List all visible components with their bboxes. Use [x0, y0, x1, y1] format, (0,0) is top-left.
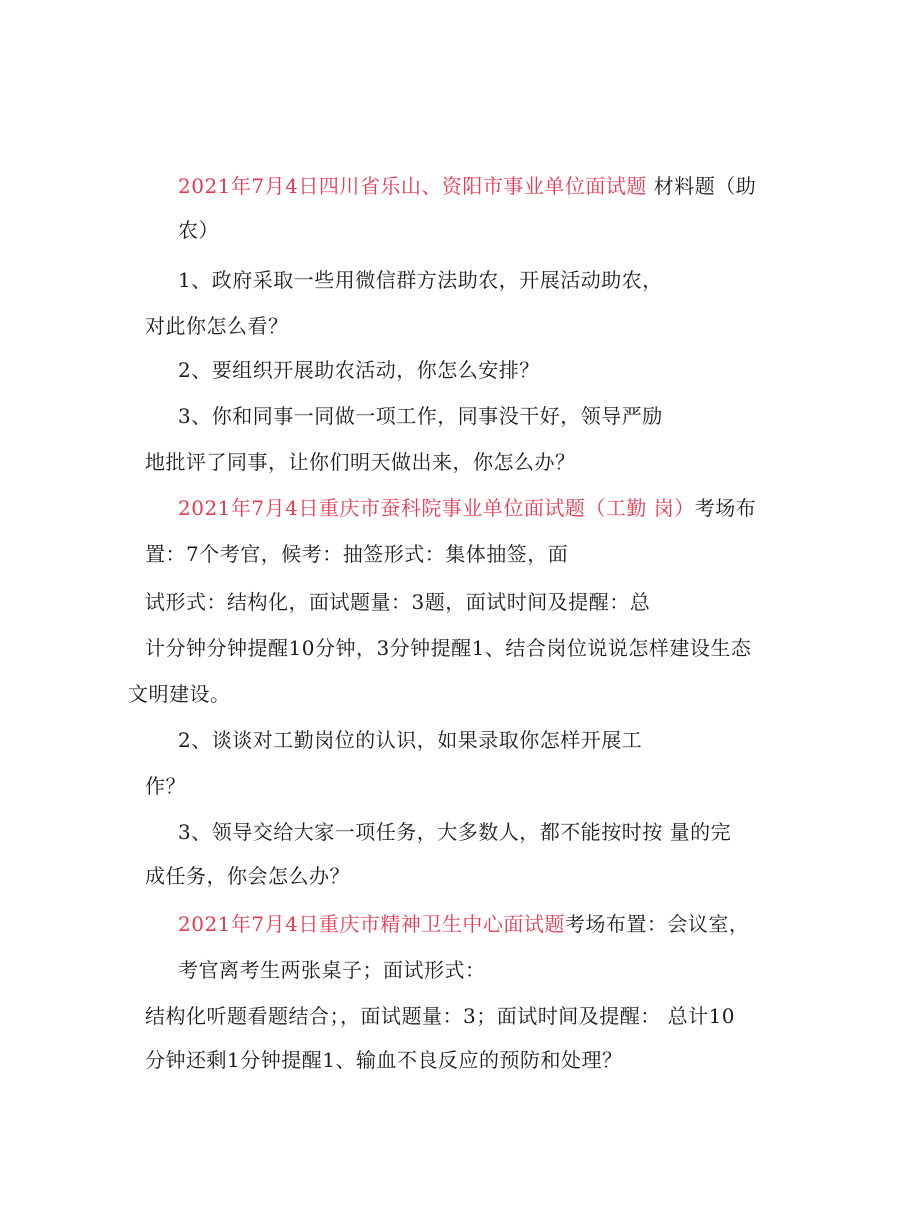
section-3-title: 2021年7月4日重庆市精神卫生中心面试题 — [178, 912, 565, 936]
s2-question-3: 3、领导交给大家一项任务，大多数人，都不能按时按 量的完 — [178, 820, 732, 844]
s2-line-2: 试形式：结构化，面试题量：3题，面试时间及提醒：总 — [145, 590, 651, 614]
s1-question-1: 1、政府采取一些用微信群方法助农，开展活动助农， — [178, 268, 663, 292]
section-1-title-tail: 材料题（助 — [646, 174, 757, 198]
s2-line-3: 计分钟分钟提醒10分钟，3分钟提醒1、结合岗位说说怎样建设生态 — [145, 636, 752, 660]
s1-question-2: 2、要组织开展助农活动，你怎么安排？ — [178, 358, 540, 382]
section-3-title-tail: 考场布置：会议室， — [564, 912, 750, 936]
s2-line-4: 文明建设。 — [128, 682, 231, 706]
s2-question-3-cont: 成任务，你会怎么办？ — [145, 864, 350, 888]
s3-line-1: 考官离考生两张桌子；面试形式： — [178, 958, 486, 982]
section-1-heading-cont: 农） — [178, 218, 219, 242]
section-1-title: 2021年7月4日四川省乐山、资阳市事业单位面试题 — [178, 174, 647, 198]
section-1-heading — [178, 172, 756, 200]
s1-question-3: 3、你和同事一同做一项工作，同事没干好，领导严励 — [178, 404, 663, 428]
s3-line-2: 结构化听题看题结合；，面试题量：3；面试时间及提醒： 总计10 — [145, 1004, 736, 1028]
section-2-title-tail: 考场布 — [694, 496, 757, 520]
section-3-heading — [178, 910, 749, 938]
section-2-title: 2021年7月4日重庆市蚕科院事业单位面试题（工勤 岗） — [178, 496, 695, 520]
s2-question-2-cont: 作？ — [145, 774, 186, 798]
section-2-heading — [178, 494, 756, 522]
s1-question-1-cont: 对此你怎么看？ — [145, 314, 289, 338]
s1-question-3-cont: 地批评了同事，让你们明天做出来，你怎么办？ — [145, 450, 576, 474]
s3-line-3: 分钟还剩1分钟提醒1、输血不良反应的预防和处理？ — [145, 1048, 623, 1072]
s2-question-2: 2、谈谈对工勤岗位的认识，如果录取你怎样开展工 — [178, 728, 643, 752]
s2-line-1: 置：7个考官，候考：抽签形式：集体抽签，面 — [145, 542, 569, 566]
